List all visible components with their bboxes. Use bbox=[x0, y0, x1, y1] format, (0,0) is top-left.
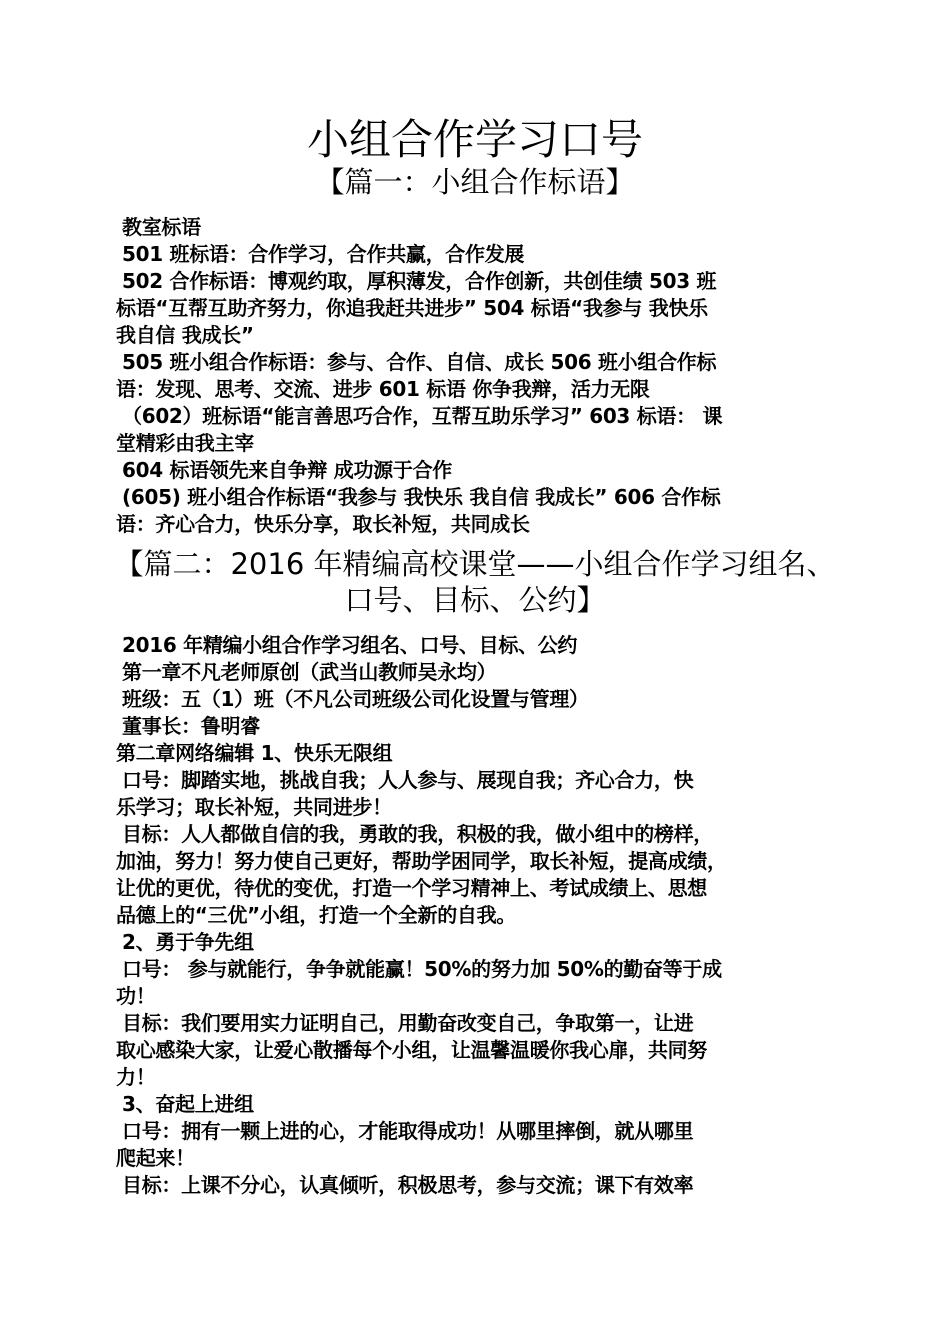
text-line: 505 班小组合作标语：参与、合作、自信、成长 506 班小组合作标 bbox=[122, 350, 717, 374]
text-line: 我自信 我成长” bbox=[116, 323, 254, 347]
text-line: 第一章不凡老师原创（武当山教师吴永均） bbox=[122, 660, 497, 684]
text-line: 502 合作标语：博观约取，厚积薄发，合作创新，共创佳绩 503 班 bbox=[122, 269, 717, 293]
text-line: 班级：五（1）班（不凡公司班级公司化设置与管理） bbox=[122, 687, 589, 711]
section2-heading-line1: 【篇二：2016 年精编高校课堂——小组合作学习组名、 bbox=[114, 547, 836, 581]
text-line: 604 标语领先来自争辩 成功源于合作 bbox=[122, 458, 452, 482]
section1-heading: 【篇一：小组合作标语】 bbox=[315, 165, 635, 199]
text-line: 品德上的“三优”小组，打造一个全新的自我。 bbox=[116, 903, 516, 927]
text-line: 2016 年精编小组合作学习组名、口号、目标、公约 bbox=[122, 633, 578, 657]
text-line: 让优的更优，待优的变优，打造一个学习精神上、考试成绩上、思想 bbox=[116, 876, 707, 900]
text-line: 目标：上课不分心，认真倾听，积极思考，参与交流；课下有效率 bbox=[122, 1173, 694, 1197]
text-line: 口号： 参与就能行，争争就能赢！50%的努力加 50%的勤奋等于成 bbox=[122, 957, 722, 981]
text-line: 功！ bbox=[116, 984, 156, 1008]
text-line: （602）班标语“能言善思巧合作，互帮互助乐学习” 603 标语： 课 bbox=[122, 404, 723, 428]
section2-heading bbox=[15, 546, 935, 618]
text-line: 语：齐心合力，快乐分享，取长补短，共同成长 bbox=[116, 512, 530, 536]
text-line: 目标：我们要用实力证明自己，用勤奋改变自己，争取第一，让进 bbox=[122, 1011, 694, 1035]
text-line: 乐学习；取长补短，共同进步！ bbox=[116, 795, 392, 819]
text-line: 目标：人人都做自信的我，勇敢的我，积极的我，做小组中的榜样， bbox=[122, 822, 713, 846]
section2-body bbox=[116, 632, 841, 1199]
text-line: 语：发现、思考、交流、进步 601 标语 你争我辩，活力无限 bbox=[116, 377, 650, 401]
text-line: 口号：拥有一颗上进的心，才能取得成功！从哪里摔倒，就从哪里 bbox=[122, 1119, 694, 1143]
text-line: 力！ bbox=[116, 1065, 156, 1089]
section1-body bbox=[116, 214, 841, 538]
text-line: 501 班标语：合作学习，合作共赢，合作发展 bbox=[122, 242, 525, 266]
section2-heading-line2: 口号、目标、公约】 bbox=[344, 583, 606, 617]
text-line: 爬起来！ bbox=[116, 1146, 195, 1170]
text-line: 口号：脚踏实地，挑战自我；人人参与、展现自我；齐心合力，快 bbox=[122, 768, 694, 792]
document-title: 小组合作学习口号 bbox=[306, 115, 643, 164]
text-line: 第二章网络编辑 1、快乐无限组 bbox=[116, 741, 393, 765]
text-line: 标语“互帮互助齐努力，你追我赶共进步” 504 标语“我参与 我快乐 bbox=[116, 296, 708, 320]
text-line: 堂精彩由我主宰 bbox=[116, 431, 254, 455]
text-line: 教室标语 bbox=[122, 215, 201, 239]
text-line: 取心感染大家，让爱心散播每个小组，让温馨温暖你我心扉，共同努 bbox=[116, 1038, 707, 1062]
text-line: 加油，努力！努力使自己更好，帮助学困同学，取长补短，提高成绩， bbox=[116, 849, 727, 873]
text-line: (605) 班小组合作标语“我参与 我快乐 我自信 我成长” 606 合作标 bbox=[122, 485, 721, 509]
text-line: 3、奋起上进组 bbox=[122, 1092, 254, 1116]
text-line: 2、勇于争先组 bbox=[122, 930, 254, 954]
text-line: 董事长：鲁明睿 bbox=[122, 714, 260, 738]
